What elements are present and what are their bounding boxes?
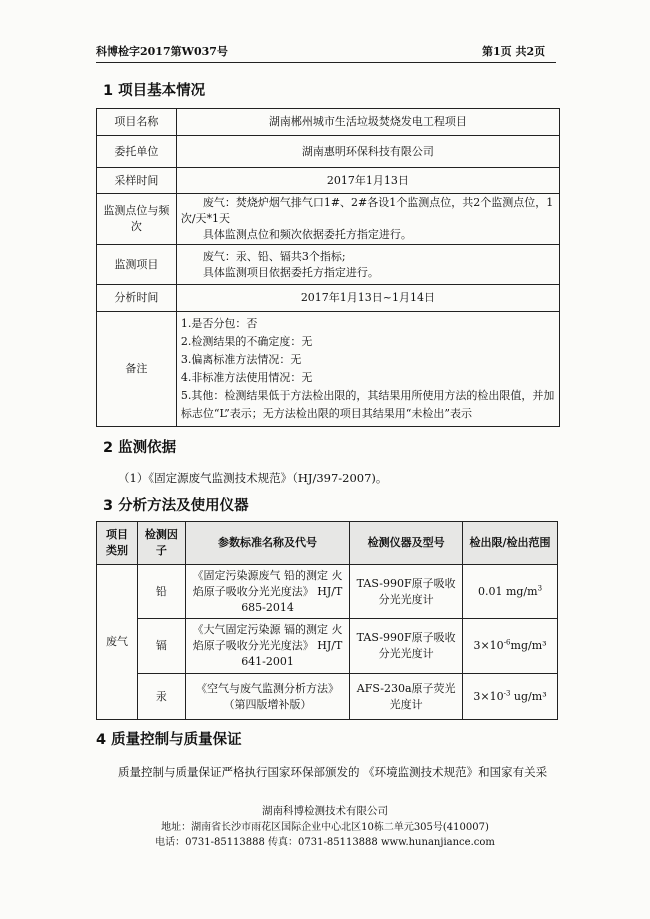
limit-tail: mg/m³ xyxy=(510,639,547,652)
instrument-cell: TAS-990F原子吸收分光光度计 xyxy=(350,565,463,619)
remarks-value xyxy=(176,312,559,427)
table-row xyxy=(97,194,560,245)
footer-contact: 电话：0731-85113888 传真：0731-85113888 www.hunanjiance.com xyxy=(155,837,495,848)
col-header-limit: 检出限/检出范围 xyxy=(463,522,558,565)
project-info-table xyxy=(96,108,560,427)
table-row xyxy=(97,674,558,720)
table-row xyxy=(97,168,560,194)
row-label-monitoring-points: 监测点位与频次 xyxy=(97,194,177,245)
monitoring-items-line-2: 具体监测项目依据委托方指定进行。 xyxy=(202,265,379,279)
table-row xyxy=(97,109,560,136)
instrument-cell: TAS-990F原子吸收分光光度计 xyxy=(350,619,463,674)
table-row xyxy=(97,245,560,285)
remark-line: 3.偏离标准方法情况：无 xyxy=(180,353,302,366)
row-label-analysis-time: 分析时间 xyxy=(97,285,177,312)
instrument-cell: AFS-230a原子荧光光度计 xyxy=(350,674,463,720)
col-header-category: 项目类别 xyxy=(97,522,138,565)
section-4-title: 4 质量控制与质量保证 xyxy=(96,732,242,748)
monitoring-points-value xyxy=(176,194,559,245)
sampling-time-value: 2017年1月13日 xyxy=(176,168,559,194)
report-number: 科博检字2017第W037号 xyxy=(96,45,228,58)
limit-cell xyxy=(463,565,558,619)
monitoring-points-line-1: 废气：焚烧炉烟气排气口1#、2#各设1个监测点位，共2个监测点位，1次/天*1天 xyxy=(180,196,554,225)
monitoring-items-value xyxy=(176,245,559,285)
method-cell: 《空气与废气监测分析方法》（第四版增补版） xyxy=(185,674,350,720)
col-header-method: 参数标准名称及代号 xyxy=(185,522,350,565)
section-1-title: 1 项目基本情况 xyxy=(103,83,206,99)
method-cell: 《固定污染源废气 铅的测定 火焰原子吸收分光光度法》 HJ/T 685-2014 xyxy=(185,565,350,619)
factor-cell: 汞 xyxy=(137,674,185,720)
client-value: 湖南惠明环保科技有限公司 xyxy=(176,136,559,168)
limit-sup: -3 xyxy=(503,688,511,697)
method-cell: 《大气固定污染源 镉的测定 火焰原子吸收分光光度法》 HJ/T 641-2001 xyxy=(185,619,350,674)
limit-cell xyxy=(463,619,558,674)
col-header-factor: 检测因子 xyxy=(137,522,185,565)
remark-line: 5.其他：检测结果低于方法检出限的，其结果用所使用方法的检出限值，并加标志位“L”表示；无方法检出限的项目其结果用“未检出”表示 xyxy=(180,389,555,420)
remark-line: 1.是否分包：否 xyxy=(180,317,258,330)
basis-item: （1）《固定源废气监测技术规范》（HJ/397-2007)。 xyxy=(118,471,388,485)
table-row xyxy=(97,285,560,312)
factor-cell: 铅 xyxy=(137,565,185,619)
factor-cell: 镉 xyxy=(137,619,185,674)
limit-sup: -6 xyxy=(503,638,511,647)
limit-cell xyxy=(463,674,558,720)
table-row xyxy=(97,312,560,427)
row-label-project-name: 项目名称 xyxy=(97,109,177,136)
analysis-time-value: 2017年1月13日~1月14日 xyxy=(176,285,559,312)
quality-control-text: 质量控制与质量保证严格执行国家环保部颁发的 《环境监测技术规范》和国家有关采 xyxy=(118,765,548,779)
monitoring-points-line-2: 具体监测点位和频次依据委托方指定进行。 xyxy=(202,228,412,241)
section-2-title: 2 监测依据 xyxy=(103,440,177,456)
limit-sup: 3 xyxy=(537,583,543,592)
category-cell: 废气 xyxy=(97,565,138,720)
row-label-remarks: 备注 xyxy=(97,312,177,427)
footer-company: 湖南科博检测技术有限公司 xyxy=(262,805,388,817)
table-header-row xyxy=(97,522,558,565)
monitoring-items-line-1: 废气：汞、铅、镉共3个指标; xyxy=(202,249,346,263)
limit-base: 3×10 xyxy=(473,689,504,703)
remark-line: 4.非标准方法使用情况：无 xyxy=(180,371,313,384)
footer-address: 地址：湖南省长沙市雨花区国际企业中心北区10栋二单元305号(410007) xyxy=(161,822,489,833)
project-name-value: 湖南郴州城市生活垃圾焚烧发电工程项目 xyxy=(176,109,559,136)
remark-line: 2.检测结果的不确定度：无 xyxy=(180,335,313,348)
method-instrument-table xyxy=(96,521,558,720)
table-row xyxy=(97,565,558,619)
row-label-monitoring-items: 监测项目 xyxy=(97,245,177,285)
table-row xyxy=(97,136,560,168)
table-row xyxy=(97,619,558,674)
limit-tail: ug/m³ xyxy=(510,689,547,703)
limit-base: 0.01 mg/m xyxy=(477,584,538,598)
limit-base: 3×10 xyxy=(473,639,504,652)
row-label-client: 委托单位 xyxy=(97,136,177,168)
col-header-instrument: 检测仪器及型号 xyxy=(350,522,463,565)
section-3-title: 3 分析方法及使用仪器 xyxy=(103,498,249,514)
page-indicator: 第1页 共2页 xyxy=(482,45,546,58)
row-label-sampling-time: 采样时间 xyxy=(97,168,177,194)
header-rule xyxy=(96,62,556,63)
